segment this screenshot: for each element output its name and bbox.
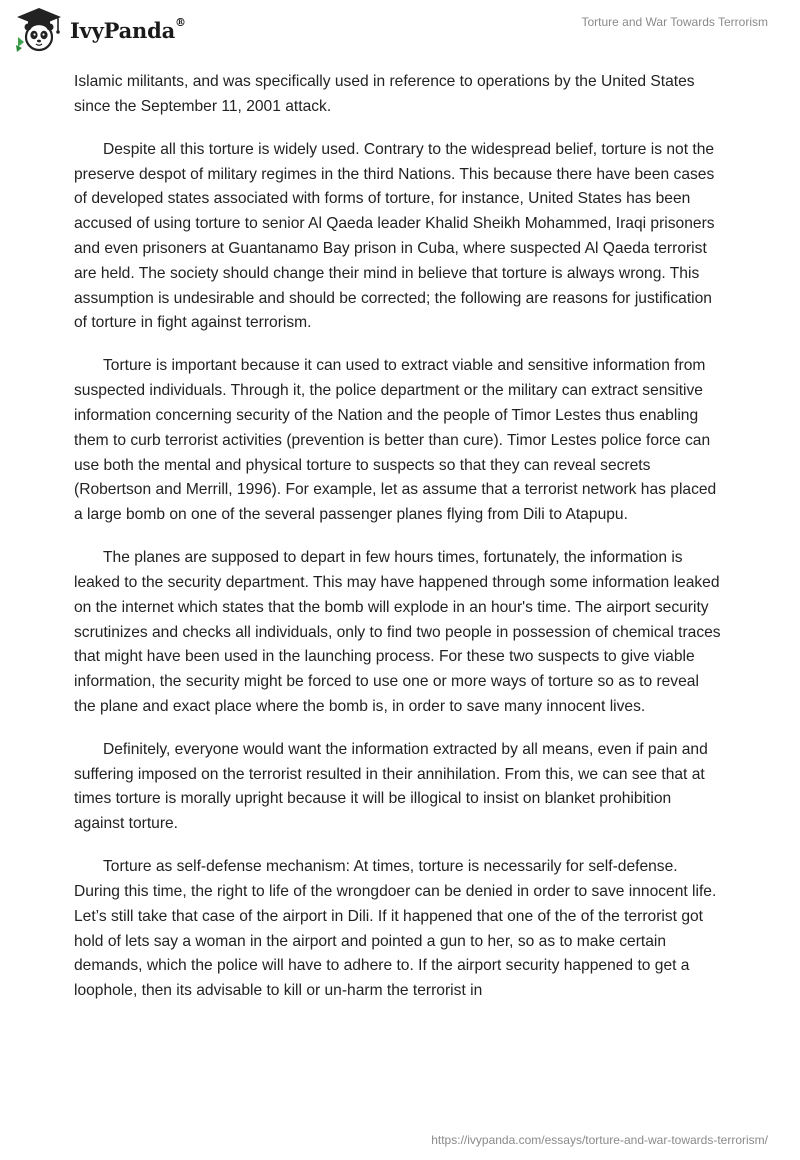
panda-graduation-cap-icon [14,7,64,53]
logo-text: IvyPanda® [70,15,186,43]
paragraph-5: Definitely, everyone would want the information extracted by all means, even if pain and suffering imposed on the terrorist resulted in their annihilation. From this, we can see that at times torture is morally upright because it will be illogical to insist on blanket prohibition against torture. [74,740,708,833]
ivypanda-logo[interactable] [14,7,186,53]
footer-url[interactable]: https://ivypanda.com/essays/torture-and-war-towards-terrorism/ [431,1133,768,1147]
paragraph-3: Torture is important because it can used to extract viable and sensitive information from suspected individuals. Through it, the police department or the military can extract sensitive information concerning security of the Nation and the people of Timor Lestes thus enabling them to curb terrorist activities (prevention is better than cure). Timor Lestes police force can use both the mental and physical torture to suspects so that they can reveal secrets (Robertson and Merrill, 1996). For example, let as assume that a terrorist network has placed a large bomb on one of the several passenger planes flying from Dili to Atapupu. [74,357,717,524]
page-header [0,0,800,64]
paragraph-6: Torture as self-defense mechanism: At times, torture is necessarily for self-defense. During this time, the right to life of the wrongdoer can be denied in order to save innocent life. Let’s still take that case of the airport in Dili. If it happened that one of the of the terrorist got hold of lets say a woman in the airport and pointed a gun to her, so as to make certain demands, which the police will have to adhere to. If the airport security happened to get a loophole, then its advisable to kill or un-harm the terrorist in [74,858,717,1000]
paragraph-1: Islamic militants, and was specifically used in reference to operations by the United States since the September 11, 2001 attack. [74,73,695,115]
paragraph-2: Despite all this torture is widely used. Contrary to the widespread belief, torture is not the preserve despot of military regimes in the third Nations. This because there have been cases of developed states associated with forms of torture, for instance, United States has been accused of using torture to senior Al Qaeda leader Khalid Sheikh Mohammed, Iraqi prisoners and even prisoners at Guantanamo Bay prison in Cuba, where suspected Al Qaeda terrorist are held. The society should change their mind in believe that torture is always wrong. This assumption is undesirable and should be corrected; the following are reasons for justification of torture in fight against terrorism. [74,140,715,332]
paragraph-4: The planes are supposed to depart in few hours times, fortunately, the information is leaked to the security department. This may have happened through some information leaked on the internet which states that the bomb will explode in an hour's time. The airport security scrutinizes and checks all individuals, only to find two people in possession of chemical traces that might have been used in the launching process. For these two suspects to give viable information, the security might be forced to use one or more ways of torture so as to reveal the plane and exact place where the bomb is, in order to save many innocent lives. [74,549,721,715]
essay-body [74,70,724,1022]
document-title: Torture and War Towards Terrorism [581,15,768,29]
